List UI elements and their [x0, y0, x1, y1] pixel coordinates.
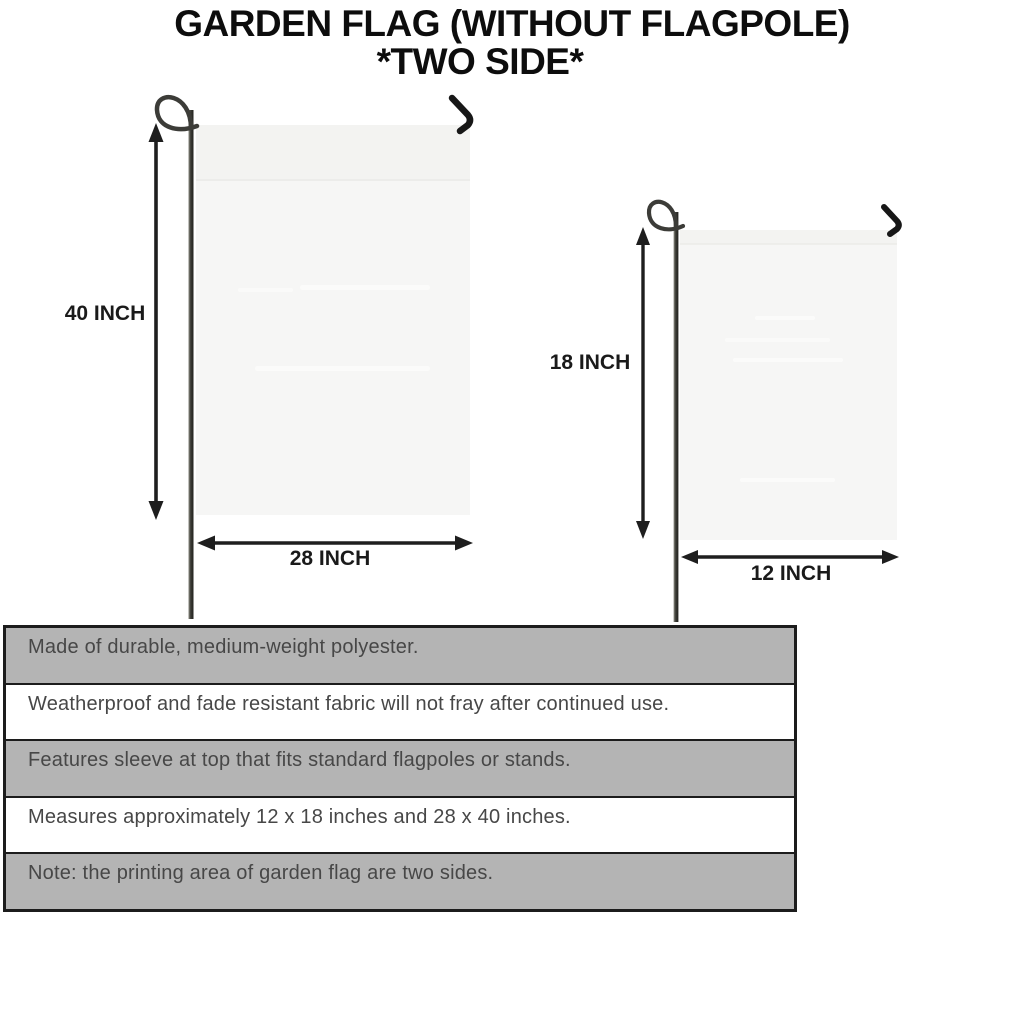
- feature-text: Features sleeve at top that fits standard flagpoles or stands.: [28, 749, 571, 772]
- large-flag-diagram: [149, 97, 474, 619]
- small-flag-fabric: [680, 230, 897, 540]
- feature-row-material: [6, 628, 794, 683]
- large-flagpole: [189, 110, 194, 619]
- feature-row-note: [6, 852, 794, 909]
- feature-row-weatherproof: [6, 683, 794, 740]
- feature-text: Weatherproof and fade resistant fabric will not fray after continued use.: [28, 692, 670, 715]
- small-flag-sleeve: [680, 230, 897, 244]
- feature-row-measures: [6, 796, 794, 853]
- features-table: [3, 625, 797, 912]
- large-flag-width-label: 28 INCH: [289, 547, 371, 570]
- title-line-2: *TWO SIDE*: [376, 41, 584, 82]
- small-flag-hanger-hook-icon: [884, 207, 899, 234]
- small-flagpole: [674, 212, 679, 622]
- large-flag-height-label: 40 INCH: [64, 302, 146, 325]
- small-flag-height-label: 18 INCH: [549, 351, 631, 374]
- large-flag-fabric: [196, 125, 470, 515]
- small-flag-width-label: 12 INCH: [750, 562, 832, 585]
- small-flag-diagram: [636, 202, 899, 622]
- title-line-1: GARDEN FLAG (WITHOUT FLAGPOLE): [174, 3, 850, 44]
- feature-row-sleeve: [6, 739, 794, 796]
- feature-text: Made of durable, medium-weight polyester.: [28, 636, 419, 658]
- large-flag-sleeve: [196, 125, 470, 179]
- small-flag-height-arrow: [636, 227, 650, 539]
- feature-text: Measures approximately 12 x 18 inches and 28 x 40 inches.: [28, 805, 571, 828]
- feature-text: Note: the printing area of garden flag are two sides.: [28, 862, 494, 885]
